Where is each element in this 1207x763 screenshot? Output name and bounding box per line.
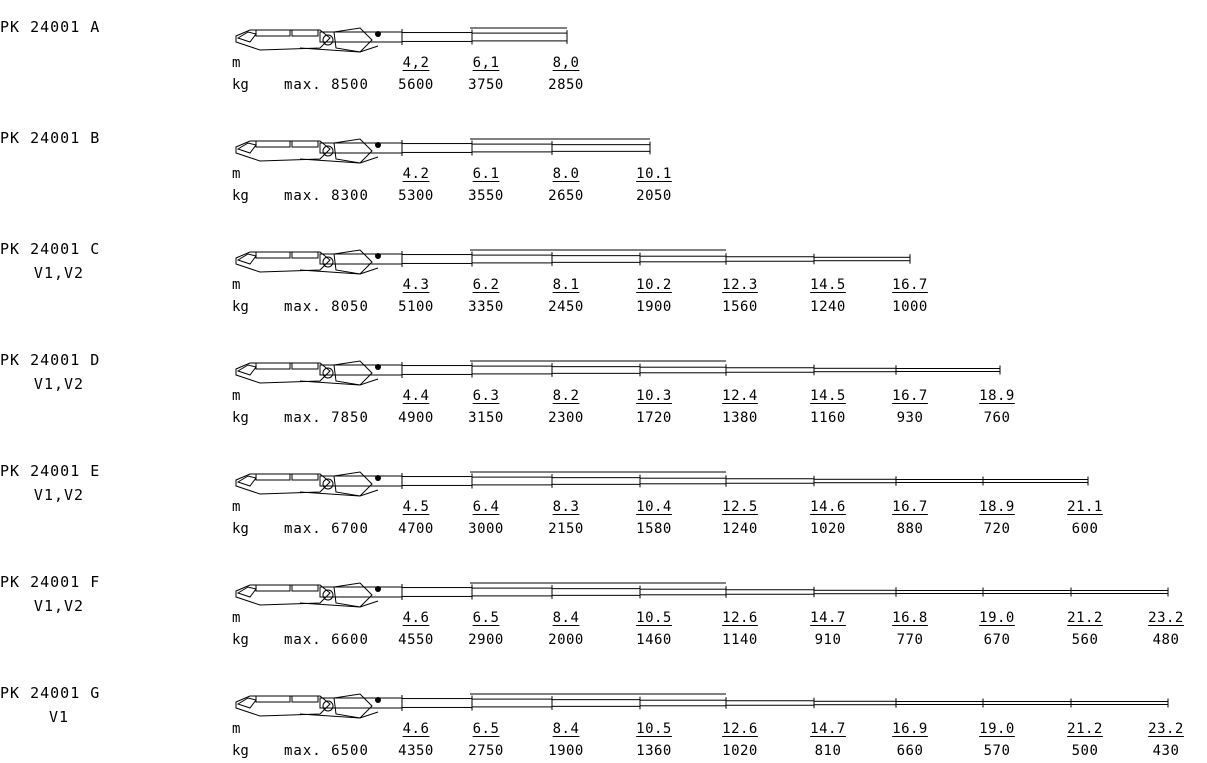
- boom-section: [640, 256, 726, 262]
- reach-unit: m: [232, 721, 241, 737]
- reach-value: 18.9: [979, 499, 1015, 515]
- load-value: 2000: [548, 632, 584, 648]
- brand-plate: [256, 363, 290, 369]
- reach-value: 12.3: [722, 277, 758, 293]
- reach-value: 4.4: [402, 388, 430, 404]
- load-value: 1580: [636, 521, 672, 537]
- boom-section: [472, 588, 552, 596]
- load-value: 3750: [468, 77, 504, 93]
- load-value: 1900: [636, 299, 672, 315]
- load-value: 570: [983, 743, 1011, 759]
- load-value: 2750: [468, 743, 504, 759]
- brand-plate: [256, 474, 290, 480]
- model-plate: [292, 363, 318, 369]
- model-plate: [292, 30, 318, 36]
- reach-value: 16.8: [892, 610, 928, 626]
- load-value: 4700: [398, 521, 434, 537]
- reach-value: 21.2: [1067, 721, 1103, 737]
- reach-unit: m: [232, 166, 241, 182]
- reach-value: 14.5: [810, 277, 846, 293]
- boom-section: [1071, 702, 1168, 705]
- load-value: 2850: [548, 77, 584, 93]
- reach-value: 4,2: [402, 55, 430, 71]
- model-plate: [292, 141, 318, 147]
- boom-section: [896, 702, 983, 705]
- load-value: 880: [896, 521, 924, 537]
- boom-section: [552, 478, 640, 485]
- crane-boom-diagram: [0, 573, 1207, 613]
- boom-section: [472, 33, 567, 41]
- model-variant: V1: [48, 708, 70, 726]
- reach-value: 19.0: [979, 721, 1015, 737]
- load-unit: kg: [232, 743, 249, 759]
- reach-value: 8.4: [552, 610, 580, 626]
- load-unit: kg: [232, 299, 249, 315]
- reach-value: 12.6: [722, 721, 758, 737]
- max-prefix: max.: [284, 299, 322, 315]
- crane-boom-diagram: [0, 18, 1207, 58]
- load-unit: kg: [232, 188, 249, 204]
- reach-value: 4.2: [402, 166, 430, 182]
- reach-value: 4.3: [402, 277, 430, 293]
- load-unit: kg: [232, 632, 249, 648]
- model-plate: [292, 696, 318, 702]
- load-value: 600: [1071, 521, 1099, 537]
- reach-value: 23.2: [1148, 721, 1184, 737]
- model-name: PK 24001 F: [0, 573, 101, 591]
- load-value: 3550: [468, 188, 504, 204]
- boom-section: [1071, 591, 1168, 594]
- boom-section: [640, 367, 726, 373]
- brand-plate: [256, 696, 290, 702]
- reach-value: 8.1: [552, 277, 580, 293]
- max-prefix: max.: [284, 743, 322, 759]
- boom-section: [726, 257, 814, 262]
- load-value: 2050: [636, 188, 672, 204]
- max-load: [284, 632, 369, 648]
- reach-value: 6.2: [472, 277, 500, 293]
- brand-plate: [256, 141, 290, 147]
- load-value: 2150: [548, 521, 584, 537]
- reach-value: 10.5: [636, 610, 672, 626]
- max-value: 7850: [331, 410, 369, 426]
- load-value: 4550: [398, 632, 434, 648]
- boom-section: [726, 701, 814, 706]
- reach-unit: m: [232, 277, 241, 293]
- load-value: 430: [1152, 743, 1180, 759]
- reach-value: 4.6: [402, 721, 430, 737]
- boom-section: [983, 591, 1071, 594]
- load-value: 930: [896, 410, 924, 426]
- load-unit: kg: [232, 410, 249, 426]
- load-value: 500: [1071, 743, 1099, 759]
- load-value: 560: [1071, 632, 1099, 648]
- load-value: 1900: [548, 743, 584, 759]
- max-value: 6500: [331, 743, 369, 759]
- reach-value: 14.5: [810, 388, 846, 404]
- reach-value: 16.7: [892, 388, 928, 404]
- reach-value: 10.3: [636, 388, 672, 404]
- reach-unit: m: [232, 499, 241, 515]
- load-unit: kg: [232, 521, 249, 537]
- load-value: 1380: [722, 410, 758, 426]
- load-value: 1720: [636, 410, 672, 426]
- boom-section: [983, 702, 1071, 705]
- load-value: 910: [814, 632, 842, 648]
- max-value: 8050: [331, 299, 369, 315]
- reach-value: 6.3: [472, 388, 500, 404]
- reach-value: 14.7: [810, 721, 846, 737]
- load-value: 5100: [398, 299, 434, 315]
- load-value: 3350: [468, 299, 504, 315]
- boom-section: [640, 478, 726, 484]
- load-value: 5600: [398, 77, 434, 93]
- crane-boom-diagram: [0, 351, 1207, 391]
- model-plate: [292, 585, 318, 591]
- boom-section: [896, 591, 983, 594]
- load-value: 1560: [722, 299, 758, 315]
- max-load: [284, 188, 369, 204]
- boom-section: [552, 589, 640, 596]
- model-name: PK 24001 D: [0, 351, 101, 369]
- load-value: 1160: [810, 410, 846, 426]
- max-value: 6600: [331, 632, 369, 648]
- model-name: PK 24001 C: [0, 240, 101, 258]
- max-value: 8300: [331, 188, 369, 204]
- reach-value: 4.6: [402, 610, 430, 626]
- boom-section: [552, 367, 640, 374]
- crane-boom-diagram: [0, 462, 1207, 502]
- load-value: 2300: [548, 410, 584, 426]
- boom-section: [896, 480, 983, 483]
- reach-value: 8.0: [552, 166, 580, 182]
- load-value: 1240: [810, 299, 846, 315]
- max-load: [284, 521, 369, 537]
- crane-boom-diagram: [0, 684, 1207, 724]
- boom-section: [472, 366, 552, 374]
- max-value: 8500: [331, 77, 369, 93]
- boom-section: [472, 144, 552, 152]
- load-value: 1020: [810, 521, 846, 537]
- reach-value: 10.1: [636, 166, 672, 182]
- reach-value: 21.2: [1067, 610, 1103, 626]
- boom-section: [814, 701, 896, 704]
- max-load: [284, 410, 369, 426]
- model-variant: V1,V2: [33, 264, 85, 282]
- model-name: PK 24001 E: [0, 462, 101, 480]
- reach-value: 16.7: [892, 499, 928, 515]
- reach-value: 6,1: [472, 55, 500, 71]
- boom-section: [552, 256, 640, 263]
- boom-section: [640, 700, 726, 706]
- model-variant: V1,V2: [33, 375, 85, 393]
- boom-section: [814, 479, 896, 482]
- boom-section: [402, 588, 472, 597]
- reach-unit: m: [232, 55, 241, 71]
- load-value: 1240: [722, 521, 758, 537]
- boom-section: [402, 699, 472, 708]
- reach-value: 10.5: [636, 721, 672, 737]
- load-value: 480: [1152, 632, 1180, 648]
- load-value: 1460: [636, 632, 672, 648]
- boom-section: [726, 368, 814, 373]
- reach-value: 8.4: [552, 721, 580, 737]
- load-value: 770: [896, 632, 924, 648]
- crane-boom-diagram: [0, 240, 1207, 280]
- max-prefix: max.: [284, 188, 322, 204]
- crane-boom-diagram: [0, 129, 1207, 169]
- model-plate: [292, 252, 318, 258]
- load-value: 810: [814, 743, 842, 759]
- boom-section: [896, 369, 1000, 372]
- reach-value: 12.4: [722, 388, 758, 404]
- reach-value: 6.5: [472, 610, 500, 626]
- load-value: 1000: [892, 299, 928, 315]
- reach-value: 4.5: [402, 499, 430, 515]
- max-load: [284, 743, 369, 759]
- brand-plate: [256, 30, 290, 36]
- reach-unit: m: [232, 610, 241, 626]
- max-prefix: max.: [284, 521, 322, 537]
- max-prefix: max.: [284, 410, 322, 426]
- load-value: 670: [983, 632, 1011, 648]
- load-value: 2450: [548, 299, 584, 315]
- reach-value: 19.0: [979, 610, 1015, 626]
- reach-value: 12.6: [722, 610, 758, 626]
- reach-value: 16.7: [892, 277, 928, 293]
- reach-value: 16.9: [892, 721, 928, 737]
- reach-value: 8,0: [552, 55, 580, 71]
- max-prefix: max.: [284, 632, 322, 648]
- max-prefix: max.: [284, 77, 322, 93]
- boom-section: [640, 589, 726, 595]
- boom-section: [814, 257, 910, 260]
- boom-section: [402, 144, 472, 153]
- boom-section: [402, 366, 472, 375]
- reach-value: 8.3: [552, 499, 580, 515]
- brand-plate: [256, 252, 290, 258]
- reach-value: 12.5: [722, 499, 758, 515]
- reach-value: 8.2: [552, 388, 580, 404]
- model-name: PK 24001 G: [0, 684, 101, 702]
- load-value: 1020: [722, 743, 758, 759]
- load-value: 1140: [722, 632, 758, 648]
- reach-value: 6.4: [472, 499, 500, 515]
- load-value: 2900: [468, 632, 504, 648]
- boom-section: [402, 477, 472, 486]
- boom-section: [472, 699, 552, 707]
- load-value: 760: [983, 410, 1011, 426]
- reach-value: 6.5: [472, 721, 500, 737]
- load-value: 2650: [548, 188, 584, 204]
- reach-value: 6.1: [472, 166, 500, 182]
- model-name: PK 24001 A: [0, 18, 101, 36]
- load-value: 3150: [468, 410, 504, 426]
- boom-section: [472, 477, 552, 485]
- brand-plate: [256, 585, 290, 591]
- model-name: PK 24001 B: [0, 129, 101, 147]
- reach-value: 18.9: [979, 388, 1015, 404]
- boom-section: [402, 33, 472, 42]
- max-load: [284, 77, 369, 93]
- model-variant: V1,V2: [33, 597, 85, 615]
- boom-section: [472, 255, 552, 263]
- load-value: 720: [983, 521, 1011, 537]
- boom-section: [814, 368, 896, 371]
- reach-value: 10.4: [636, 499, 672, 515]
- load-value: 660: [896, 743, 924, 759]
- reach-value: 10.2: [636, 277, 672, 293]
- reach-value: 14.6: [810, 499, 846, 515]
- boom-section: [552, 700, 640, 707]
- max-value: 6700: [331, 521, 369, 537]
- boom-section: [402, 255, 472, 264]
- boom-section: [552, 145, 650, 152]
- load-value: 4350: [398, 743, 434, 759]
- boom-section: [814, 590, 896, 593]
- boom-section: [726, 479, 814, 484]
- load-value: 4900: [398, 410, 434, 426]
- load-value: 3000: [468, 521, 504, 537]
- max-load: [284, 299, 369, 315]
- boom-section: [983, 480, 1088, 483]
- reach-value: 14.7: [810, 610, 846, 626]
- reach-value: 21.1: [1067, 499, 1103, 515]
- model-plate: [292, 474, 318, 480]
- reach-value: 23.2: [1148, 610, 1184, 626]
- boom-section: [726, 590, 814, 595]
- model-variant: V1,V2: [33, 486, 85, 504]
- load-value: 1360: [636, 743, 672, 759]
- reach-unit: m: [232, 388, 241, 404]
- load-unit: kg: [232, 77, 249, 93]
- load-value: 5300: [398, 188, 434, 204]
